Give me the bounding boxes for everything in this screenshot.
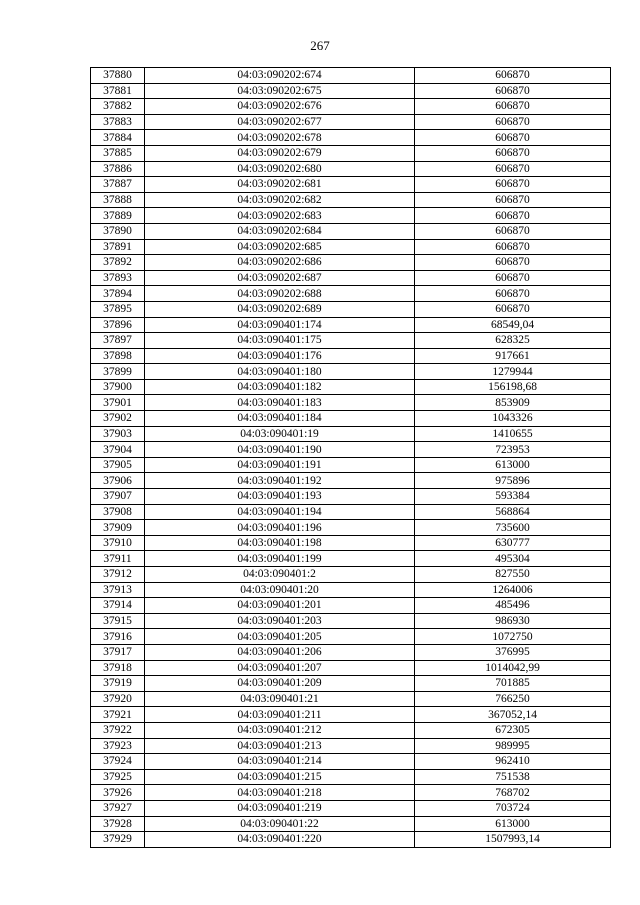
cadastral-number-cell: 04:03:090401:218 bbox=[145, 785, 415, 801]
cadastral-number-cell: 04:03:090401:191 bbox=[145, 457, 415, 473]
table-row bbox=[91, 504, 611, 520]
row-number-cell: 37880 bbox=[91, 68, 145, 84]
table-body bbox=[91, 68, 611, 848]
row-number-cell: 37924 bbox=[91, 754, 145, 770]
value-cell: 751538 bbox=[415, 769, 611, 785]
row-number-cell: 37898 bbox=[91, 348, 145, 364]
row-number-cell: 37885 bbox=[91, 145, 145, 161]
cadastral-number-cell: 04:03:090202:688 bbox=[145, 286, 415, 302]
table-row bbox=[91, 114, 611, 130]
cadastral-number-cell: 04:03:090202:681 bbox=[145, 177, 415, 193]
cadastral-number-cell: 04:03:090401:207 bbox=[145, 660, 415, 676]
row-number-cell: 37928 bbox=[91, 816, 145, 832]
table-row bbox=[91, 83, 611, 99]
table-row bbox=[91, 317, 611, 333]
row-number-cell: 37903 bbox=[91, 426, 145, 442]
table-row bbox=[91, 707, 611, 723]
row-number-cell: 37914 bbox=[91, 598, 145, 614]
value-cell: 68549,04 bbox=[415, 317, 611, 333]
cadastral-number-cell: 04:03:090401:206 bbox=[145, 644, 415, 660]
cadastral-number-cell: 04:03:090401:199 bbox=[145, 551, 415, 567]
cadastral-number-cell: 04:03:090401:22 bbox=[145, 816, 415, 832]
value-cell: 703724 bbox=[415, 800, 611, 816]
row-number-cell: 37921 bbox=[91, 707, 145, 723]
row-number-cell: 37915 bbox=[91, 613, 145, 629]
value-cell: 606870 bbox=[415, 192, 611, 208]
row-number-cell: 37889 bbox=[91, 208, 145, 224]
row-number-cell: 37913 bbox=[91, 582, 145, 598]
cadastral-number-cell: 04:03:090202:683 bbox=[145, 208, 415, 224]
value-cell: 986930 bbox=[415, 613, 611, 629]
cadastral-number-cell: 04:03:090401:184 bbox=[145, 411, 415, 427]
row-number-cell: 37896 bbox=[91, 317, 145, 333]
value-cell: 613000 bbox=[415, 457, 611, 473]
row-number-cell: 37922 bbox=[91, 722, 145, 738]
table-row bbox=[91, 348, 611, 364]
value-cell: 376995 bbox=[415, 644, 611, 660]
table-row bbox=[91, 99, 611, 115]
table-row bbox=[91, 457, 611, 473]
value-cell: 485496 bbox=[415, 598, 611, 614]
row-number-cell: 37917 bbox=[91, 644, 145, 660]
table-row bbox=[91, 489, 611, 505]
table-row bbox=[91, 738, 611, 754]
table-row bbox=[91, 613, 611, 629]
table-row bbox=[91, 161, 611, 177]
row-number-cell: 37893 bbox=[91, 270, 145, 286]
cadastral-number-cell: 04:03:090401:174 bbox=[145, 317, 415, 333]
cadastral-number-cell: 04:03:090401:21 bbox=[145, 691, 415, 707]
cadastral-number-cell: 04:03:090401:20 bbox=[145, 582, 415, 598]
value-cell: 606870 bbox=[415, 145, 611, 161]
cadastral-number-cell: 04:03:090202:689 bbox=[145, 301, 415, 317]
value-cell: 606870 bbox=[415, 301, 611, 317]
cadastral-number-cell: 04:03:090401:215 bbox=[145, 769, 415, 785]
table-row bbox=[91, 598, 611, 614]
cadastral-number-cell: 04:03:090202:675 bbox=[145, 83, 415, 99]
table-row bbox=[91, 145, 611, 161]
value-cell: 367052,14 bbox=[415, 707, 611, 723]
cadastral-number-cell: 04:03:090202:677 bbox=[145, 114, 415, 130]
cadastral-number-cell: 04:03:090401:190 bbox=[145, 442, 415, 458]
value-cell: 628325 bbox=[415, 333, 611, 349]
cadastral-number-cell: 04:03:090401:219 bbox=[145, 800, 415, 816]
table-row bbox=[91, 691, 611, 707]
table-row bbox=[91, 395, 611, 411]
row-number-cell: 37902 bbox=[91, 411, 145, 427]
table-row bbox=[91, 551, 611, 567]
value-cell: 606870 bbox=[415, 223, 611, 239]
row-number-cell: 37905 bbox=[91, 457, 145, 473]
cadastral-number-cell: 04:03:090202:678 bbox=[145, 130, 415, 146]
value-cell: 1279944 bbox=[415, 364, 611, 380]
cadastral-number-cell: 04:03:090202:685 bbox=[145, 239, 415, 255]
row-number-cell: 37904 bbox=[91, 442, 145, 458]
row-number-cell: 37916 bbox=[91, 629, 145, 645]
row-number-cell: 37919 bbox=[91, 676, 145, 692]
row-number-cell: 37908 bbox=[91, 504, 145, 520]
cadastral-number-cell: 04:03:090202:686 bbox=[145, 255, 415, 271]
table-row bbox=[91, 535, 611, 551]
row-number-cell: 37925 bbox=[91, 769, 145, 785]
cadastral-number-cell: 04:03:090401:192 bbox=[145, 473, 415, 489]
value-cell: 606870 bbox=[415, 83, 611, 99]
row-number-cell: 37884 bbox=[91, 130, 145, 146]
cadastral-number-cell: 04:03:090401:203 bbox=[145, 613, 415, 629]
cadastral-number-cell: 04:03:090401:198 bbox=[145, 535, 415, 551]
cadastral-number-cell: 04:03:090202:676 bbox=[145, 99, 415, 115]
row-number-cell: 37912 bbox=[91, 567, 145, 583]
cadastral-number-cell: 04:03:090401:214 bbox=[145, 754, 415, 770]
table-row bbox=[91, 832, 611, 848]
value-cell: 495304 bbox=[415, 551, 611, 567]
value-cell: 156198,68 bbox=[415, 379, 611, 395]
value-cell: 701885 bbox=[415, 676, 611, 692]
table-row bbox=[91, 192, 611, 208]
value-cell: 606870 bbox=[415, 270, 611, 286]
value-cell: 606870 bbox=[415, 255, 611, 271]
registry-table bbox=[90, 67, 611, 848]
table-row bbox=[91, 411, 611, 427]
cadastral-number-cell: 04:03:090401:211 bbox=[145, 707, 415, 723]
value-cell: 606870 bbox=[415, 161, 611, 177]
value-cell: 827550 bbox=[415, 567, 611, 583]
value-cell: 606870 bbox=[415, 68, 611, 84]
table-row bbox=[91, 754, 611, 770]
value-cell: 606870 bbox=[415, 99, 611, 115]
cadastral-number-cell: 04:03:090202:680 bbox=[145, 161, 415, 177]
value-cell: 606870 bbox=[415, 177, 611, 193]
cadastral-number-cell: 04:03:090401:176 bbox=[145, 348, 415, 364]
table-row bbox=[91, 426, 611, 442]
row-number-cell: 37926 bbox=[91, 785, 145, 801]
table-row bbox=[91, 520, 611, 536]
row-number-cell: 37911 bbox=[91, 551, 145, 567]
row-number-cell: 37910 bbox=[91, 535, 145, 551]
value-cell: 630777 bbox=[415, 535, 611, 551]
value-cell: 853909 bbox=[415, 395, 611, 411]
table-row bbox=[91, 333, 611, 349]
table-row bbox=[91, 223, 611, 239]
value-cell: 672305 bbox=[415, 722, 611, 738]
value-cell: 917661 bbox=[415, 348, 611, 364]
cadastral-number-cell: 04:03:090202:687 bbox=[145, 270, 415, 286]
row-number-cell: 37881 bbox=[91, 83, 145, 99]
row-number-cell: 37927 bbox=[91, 800, 145, 816]
value-cell: 1072750 bbox=[415, 629, 611, 645]
table-row bbox=[91, 473, 611, 489]
row-number-cell: 37897 bbox=[91, 333, 145, 349]
table-row bbox=[91, 722, 611, 738]
table-row bbox=[91, 130, 611, 146]
value-cell: 606870 bbox=[415, 286, 611, 302]
row-number-cell: 37890 bbox=[91, 223, 145, 239]
value-cell: 989995 bbox=[415, 738, 611, 754]
row-number-cell: 37883 bbox=[91, 114, 145, 130]
row-number-cell: 37907 bbox=[91, 489, 145, 505]
value-cell: 606870 bbox=[415, 130, 611, 146]
row-number-cell: 37891 bbox=[91, 239, 145, 255]
table-row bbox=[91, 239, 611, 255]
table-row bbox=[91, 270, 611, 286]
table-row bbox=[91, 769, 611, 785]
table-row bbox=[91, 660, 611, 676]
value-cell: 735600 bbox=[415, 520, 611, 536]
value-cell: 606870 bbox=[415, 114, 611, 130]
table-row bbox=[91, 255, 611, 271]
cadastral-number-cell: 04:03:090401:182 bbox=[145, 379, 415, 395]
cadastral-number-cell: 04:03:090401:201 bbox=[145, 598, 415, 614]
value-cell: 1264006 bbox=[415, 582, 611, 598]
value-cell: 975896 bbox=[415, 473, 611, 489]
table-row bbox=[91, 676, 611, 692]
value-cell: 1014042,99 bbox=[415, 660, 611, 676]
value-cell: 1410655 bbox=[415, 426, 611, 442]
cadastral-number-cell: 04:03:090202:679 bbox=[145, 145, 415, 161]
row-number-cell: 37899 bbox=[91, 364, 145, 380]
cadastral-number-cell: 04:03:090401:213 bbox=[145, 738, 415, 754]
cadastral-number-cell: 04:03:090401:205 bbox=[145, 629, 415, 645]
cadastral-number-cell: 04:03:090401:196 bbox=[145, 520, 415, 536]
row-number-cell: 37894 bbox=[91, 286, 145, 302]
row-number-cell: 37901 bbox=[91, 395, 145, 411]
row-number-cell: 37886 bbox=[91, 161, 145, 177]
table-row bbox=[91, 364, 611, 380]
row-number-cell: 37882 bbox=[91, 99, 145, 115]
row-number-cell: 37929 bbox=[91, 832, 145, 848]
page-number: 267 bbox=[310, 38, 330, 53]
table-row bbox=[91, 442, 611, 458]
table-row bbox=[91, 286, 611, 302]
table-row bbox=[91, 816, 611, 832]
value-cell: 962410 bbox=[415, 754, 611, 770]
cadastral-number-cell: 04:03:090401:220 bbox=[145, 832, 415, 848]
row-number-cell: 37900 bbox=[91, 379, 145, 395]
value-cell: 593384 bbox=[415, 489, 611, 505]
value-cell: 1507993,14 bbox=[415, 832, 611, 848]
value-cell: 613000 bbox=[415, 816, 611, 832]
row-number-cell: 37918 bbox=[91, 660, 145, 676]
table-row bbox=[91, 177, 611, 193]
row-number-cell: 37923 bbox=[91, 738, 145, 754]
cadastral-number-cell: 04:03:090202:674 bbox=[145, 68, 415, 84]
cadastral-number-cell: 04:03:090401:19 bbox=[145, 426, 415, 442]
cadastral-number-cell: 04:03:090401:183 bbox=[145, 395, 415, 411]
value-cell: 766250 bbox=[415, 691, 611, 707]
value-cell: 606870 bbox=[415, 208, 611, 224]
value-cell: 723953 bbox=[415, 442, 611, 458]
cadastral-number-cell: 04:03:090401:209 bbox=[145, 676, 415, 692]
cadastral-number-cell: 04:03:090401:193 bbox=[145, 489, 415, 505]
row-number-cell: 37906 bbox=[91, 473, 145, 489]
value-cell: 768702 bbox=[415, 785, 611, 801]
cadastral-number-cell: 04:03:090401:212 bbox=[145, 722, 415, 738]
row-number-cell: 37920 bbox=[91, 691, 145, 707]
table-row bbox=[91, 208, 611, 224]
row-number-cell: 37888 bbox=[91, 192, 145, 208]
row-number-cell: 37887 bbox=[91, 177, 145, 193]
cadastral-number-cell: 04:03:090202:682 bbox=[145, 192, 415, 208]
row-number-cell: 37895 bbox=[91, 301, 145, 317]
table-row bbox=[91, 582, 611, 598]
value-cell: 1043326 bbox=[415, 411, 611, 427]
table-row bbox=[91, 785, 611, 801]
cadastral-number-cell: 04:03:090401:175 bbox=[145, 333, 415, 349]
table-row bbox=[91, 800, 611, 816]
cadastral-number-cell: 04:03:090401:194 bbox=[145, 504, 415, 520]
cadastral-number-cell: 04:03:090401:2 bbox=[145, 567, 415, 583]
row-number-cell: 37892 bbox=[91, 255, 145, 271]
cadastral-number-cell: 04:03:090401:180 bbox=[145, 364, 415, 380]
row-number-cell: 37909 bbox=[91, 520, 145, 536]
table-row bbox=[91, 379, 611, 395]
table-row bbox=[91, 629, 611, 645]
cadastral-number-cell: 04:03:090202:684 bbox=[145, 223, 415, 239]
table-row bbox=[91, 68, 611, 84]
table-row bbox=[91, 644, 611, 660]
value-cell: 568864 bbox=[415, 504, 611, 520]
value-cell: 606870 bbox=[415, 239, 611, 255]
table-row bbox=[91, 567, 611, 583]
table-row bbox=[91, 301, 611, 317]
